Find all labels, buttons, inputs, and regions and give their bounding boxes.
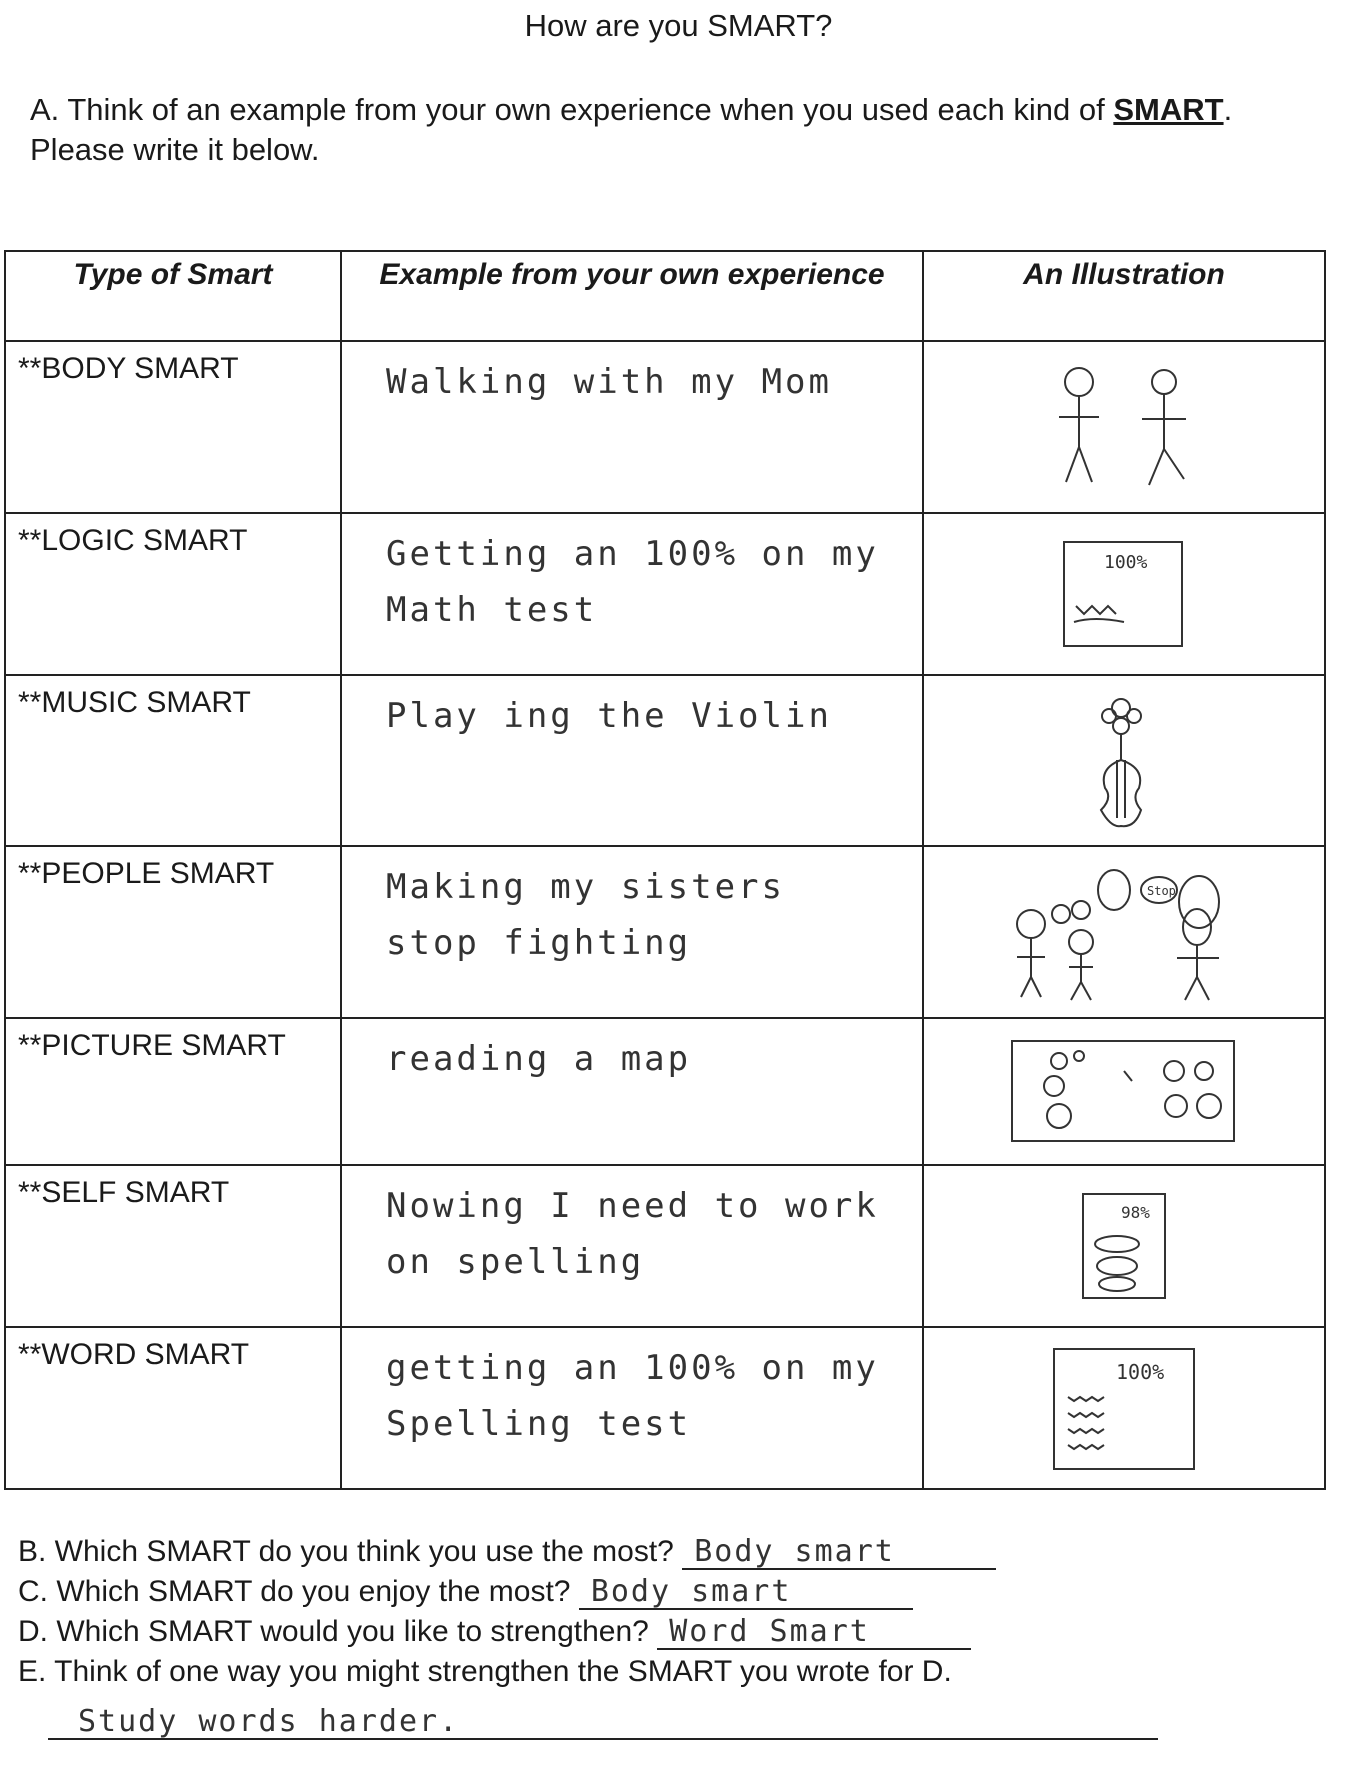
question-d (18, 1612, 1338, 1652)
row-example: Play ing the Violin (341, 675, 923, 847)
row-illustration (923, 513, 1325, 675)
instructions-smart: SMART (1113, 92, 1224, 127)
table-row (5, 675, 1325, 847)
table-row (5, 1165, 1325, 1327)
table-header-row (5, 251, 1325, 341)
instructions-prefix: A. Think of an example from your own experience when you used each kind of (30, 92, 1105, 127)
test-score-label: 100% (1104, 551, 1148, 573)
header-example: Example from your own experience (341, 251, 923, 341)
map-drawing (1004, 1031, 1244, 1151)
people-drawing (1009, 862, 1239, 1002)
row-type: **MUSIC SMART (5, 675, 341, 847)
stick-figures-drawing (1024, 357, 1224, 497)
word-test-drawing (1044, 1343, 1204, 1473)
row-example: Walking with my Mom (341, 341, 923, 513)
row-illustration (923, 1018, 1325, 1165)
question-d-text: D. Which SMART would you like to strengthen? (18, 1615, 649, 1648)
smart-table (4, 250, 1326, 1490)
answer-c[interactable]: Body smart (579, 1576, 913, 1610)
row-illustration (923, 846, 1325, 1018)
row-type: **WORD SMART (5, 1327, 341, 1489)
word-test-score: 100% (1116, 1360, 1165, 1385)
row-illustration (923, 1165, 1325, 1327)
row-example: Nowing I need to work on spelling (341, 1165, 923, 1327)
row-example: getting an 100% on my Spelling test (341, 1327, 923, 1489)
questions-section (18, 1532, 1338, 1740)
row-illustration (923, 1327, 1325, 1489)
row-example: Getting an 100% on my Math test (341, 513, 923, 675)
question-c (18, 1572, 1338, 1612)
instructions (30, 90, 1330, 170)
row-example: reading a map (341, 1018, 923, 1165)
row-type: **SELF SMART (5, 1165, 341, 1327)
row-type: **LOGIC SMART (5, 513, 341, 675)
page-title: How are you SMART? (524, 8, 833, 43)
table-row (5, 1018, 1325, 1165)
question-b (18, 1532, 1338, 1572)
violin-drawing (1079, 690, 1169, 830)
math-test-drawing (1054, 534, 1194, 654)
question-b-text: B. Which SMART do you think you use the most? (18, 1535, 674, 1568)
table-row (5, 846, 1325, 1018)
answer-b[interactable]: Body smart (682, 1536, 996, 1570)
question-e-text: E. Think of one way you might strengthen the SMART you wrote for D. (18, 1655, 952, 1688)
table-row (5, 341, 1325, 513)
row-illustration (923, 675, 1325, 847)
row-type: **PEOPLE SMART (5, 846, 341, 1018)
row-illustration (923, 341, 1325, 513)
self-test-drawing (1069, 1186, 1179, 1306)
speech-bubble-label: Stop (1147, 883, 1176, 898)
instructions-suffix: . Please write it below. (30, 92, 1233, 167)
row-type: **BODY SMART (5, 341, 341, 513)
table-row (5, 1327, 1325, 1489)
self-test-score: 98% (1121, 1203, 1150, 1223)
answer-e[interactable]: Study words harder. (48, 1702, 1158, 1740)
answer-d[interactable]: Word Smart (657, 1616, 971, 1650)
row-example: Making my sisters stop fighting (341, 846, 923, 1018)
header-illustration: An Illustration (923, 251, 1325, 341)
row-type: **PICTURE SMART (5, 1018, 341, 1165)
header-type: Type of Smart (5, 251, 341, 341)
question-e (18, 1652, 1338, 1692)
question-c-text: C. Which SMART do you enjoy the most? (18, 1575, 571, 1608)
table-row (5, 513, 1325, 675)
